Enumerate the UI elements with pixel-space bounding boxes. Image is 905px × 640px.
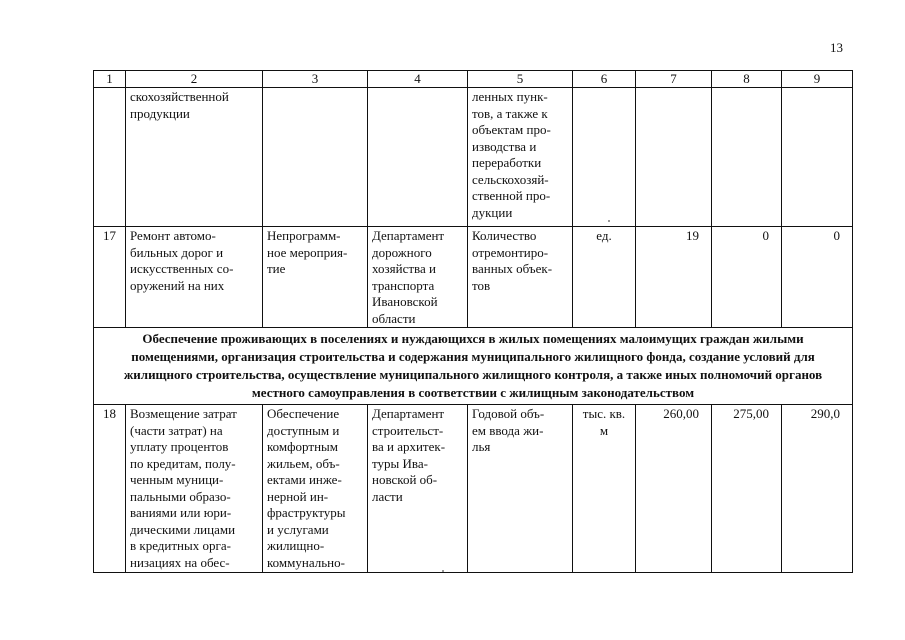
value-cell: 0	[712, 227, 782, 328]
header-cell: 4	[368, 71, 468, 88]
table-cell	[712, 88, 782, 227]
program-cell: Обеспечение доступным и комфортным жильем, объ- ектами инже- нерной ин- фраструктуры и услугами жилищно- коммунально-	[263, 405, 368, 573]
page-number: 13	[830, 40, 843, 55]
header-cell: 5	[468, 71, 573, 88]
indicator-cell: Количество отремонтиро- ванных объек- тов	[468, 227, 573, 328]
executor-cell: Департамент строительст- ва и архитек- туры Ива- новской об- ласти	[368, 405, 468, 573]
header-cell: 1	[94, 71, 126, 88]
table-cell	[94, 88, 126, 227]
indicator-cell: Годовой объ- ем ввода жи- лья	[468, 405, 573, 573]
table-cell	[368, 88, 468, 227]
header-cell: 7	[636, 71, 712, 88]
section-heading-row	[94, 328, 853, 405]
header-cell: 2	[126, 71, 263, 88]
header-cell: 6	[573, 71, 636, 88]
indicators-table	[93, 70, 853, 573]
value-cell: 0	[782, 227, 853, 328]
table-cell: скохозяйственной продукции	[126, 88, 263, 227]
table-cell	[636, 88, 712, 227]
table-row-17	[94, 227, 853, 328]
table-row-18	[94, 405, 853, 573]
executor-cell: Департамент дорожного хозяйства и транспорта Ивановской области	[368, 227, 468, 328]
table-cell	[263, 88, 368, 227]
table-cell	[782, 88, 853, 227]
table-cell	[573, 88, 636, 227]
event-name-cell: Ремонт автомо- бильных дорог и искусственных со- оружений на них	[126, 227, 263, 328]
row-number-cell: 17	[94, 227, 126, 328]
column-number-row	[94, 71, 853, 88]
header-cell: 8	[712, 71, 782, 88]
scan-speck	[608, 220, 610, 222]
section-heading: Обеспечение проживающих в поселениях и нуждающихся в жилых помещениях малоимущих граждан жилыми помещениями, организация строительства и содержания муниципального жилищного фонда, создание условий для жилищного строительства, осуществление муниципального жилищного контроля, а также иных полномочий органов местного самоуправления в соответствии с жилищным законодательством	[94, 328, 853, 405]
unit-cell: тыс. кв. м	[573, 405, 636, 573]
value-cell: 275,00	[712, 405, 782, 573]
table-row-continuation	[94, 88, 853, 227]
program-cell: Непрограмм- ное мероприя- тие	[263, 227, 368, 328]
unit-cell: ед.	[573, 227, 636, 328]
row-number-cell: 18	[94, 405, 126, 573]
value-cell: 290,0	[782, 405, 853, 573]
table-cell: ленных пунк- тов, а также к объектам про- изводства и переработки сельскохозяй- ственной про- дукции	[468, 88, 573, 227]
value-cell: 260,00	[636, 405, 712, 573]
scan-speck	[442, 570, 444, 572]
header-cell: 9	[782, 71, 853, 88]
header-cell: 3	[263, 71, 368, 88]
event-name-cell: Возмещение затрат (части затрат) на уплату процентов по кредитам, полу- ченным муници- пальными образо- ваниями или юри- дическими лицами в кредитных орга- низациях на обес-	[126, 405, 263, 573]
value-cell: 19	[636, 227, 712, 328]
